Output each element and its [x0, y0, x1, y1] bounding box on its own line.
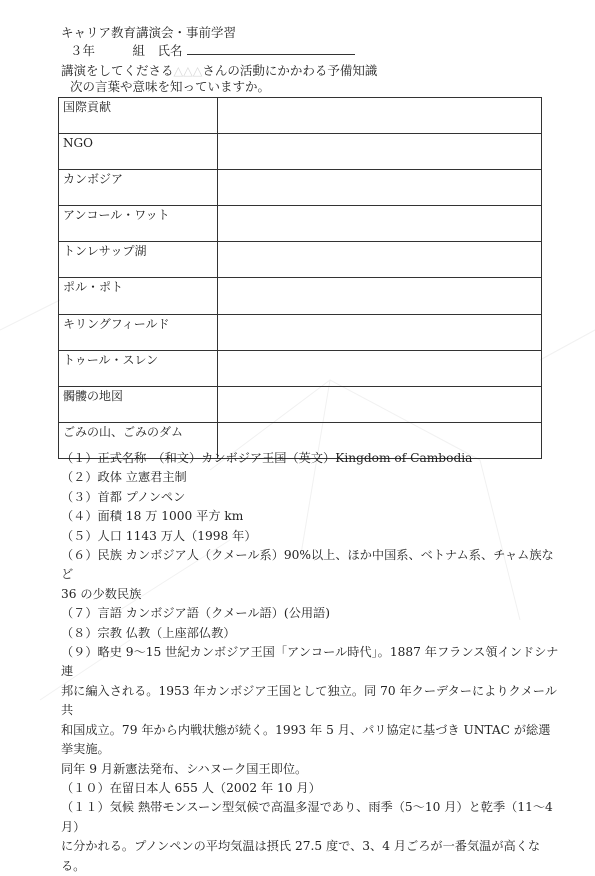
terms-table	[58, 97, 542, 459]
term-cell: ごみの山、ごみのダム	[59, 422, 218, 458]
answer-cell[interactable]	[218, 206, 542, 242]
fact-line: 同年 9 月新憲法発布、シハヌーク国王即位。	[61, 761, 308, 776]
name-line-label: ３年 組 氏名	[70, 43, 183, 58]
term-cell: 国際貢献	[59, 98, 218, 134]
answer-cell[interactable]	[218, 134, 542, 170]
answer-cell[interactable]	[218, 98, 542, 134]
fact-line: （７）言語 カンボジア語（クメール語）(公用語)	[61, 606, 330, 621]
term-cell: アンコール・ワット	[59, 206, 218, 242]
fact-line: （１０）在留日本人 655 人（2002 年 10 月）	[61, 780, 321, 795]
fact-line: （１）正式名称 （和文）カンボジア王国（英文）Kingdom of Cambodia	[61, 451, 473, 465]
answer-cell[interactable]	[218, 170, 542, 206]
intro-after: さんの活動にかかわる予備知識	[202, 63, 378, 78]
term-cell: トゥール・スレン	[59, 350, 218, 386]
lecturer-name: △△△	[173, 63, 203, 78]
fact-line: （５）人口 1143 万人（1998 年）	[61, 528, 257, 543]
question-text: 次の言葉や意味を知っていますか。	[70, 79, 271, 94]
answer-cell[interactable]	[218, 350, 542, 386]
table-row	[59, 350, 542, 386]
intro-text	[61, 63, 377, 79]
document-title: キャリア教育講演会・事前学習	[61, 25, 237, 40]
intro-before: 講演をしてくださる	[61, 63, 174, 78]
term-cell: 髑髏の地図	[59, 386, 218, 422]
fact-line: （６）民族 カンボジア人（クメール系）90%以上、ほか中国系、ベトナム系、チャム族など	[61, 548, 554, 582]
table-row	[59, 170, 542, 206]
fact-line: に分かれる。プノンペンの平均気温は摂氏 27.5 度で、3、4 月ごろが一番気温が高くなる。	[61, 839, 541, 873]
answer-cell[interactable]	[218, 314, 542, 350]
table-row	[59, 98, 542, 134]
table-row	[59, 314, 542, 350]
fact-line: 邦に編入される。1953 年カンボジア王国として独立。同 70 年クーデターによりクメール共	[61, 683, 557, 718]
answer-cell[interactable]	[218, 386, 542, 422]
term-cell: ポル・ポト	[59, 278, 218, 314]
table-row	[59, 386, 542, 422]
fact-line: （４）面積 18 万 1000 平方 km	[61, 509, 244, 524]
answer-cell[interactable]	[218, 278, 542, 314]
table-row	[59, 278, 542, 314]
table-row	[59, 242, 542, 278]
fact-line: （２）政体 立憲君主制	[61, 470, 187, 485]
fact-line: （８）宗教 仏教（上座部仏教）	[61, 625, 236, 640]
fact-line: （１１）気候 熱帯モンスーン型気候で高温多湿であり、雨季（5～10 月）と乾季（11～4 月）	[61, 800, 553, 834]
fact-line: 36 の少数民族	[61, 586, 142, 601]
term-cell: カンボジア	[59, 170, 218, 206]
name-line	[70, 42, 355, 59]
answer-cell[interactable]	[218, 242, 542, 278]
cambodia-facts-list	[61, 449, 561, 876]
fact-line: （９）略史 9～15 世紀カンボジア王国「アンコール時代」。1887 年フランス領インドシナ連	[61, 645, 559, 679]
term-cell: NGO	[59, 134, 218, 170]
table-row	[59, 134, 542, 170]
name-underline	[187, 42, 355, 55]
table-row	[59, 206, 542, 242]
fact-line: 和国成立。79 年から内戦状態が続く。1993 年 5 月、パリ協定に基づき UNTAC が総選挙実施。	[61, 722, 551, 757]
fact-line: （３）首都 プノンペン	[61, 489, 186, 504]
term-cell: キリングフィールド	[59, 314, 218, 350]
term-cell: トンレサップ湖	[59, 242, 218, 278]
